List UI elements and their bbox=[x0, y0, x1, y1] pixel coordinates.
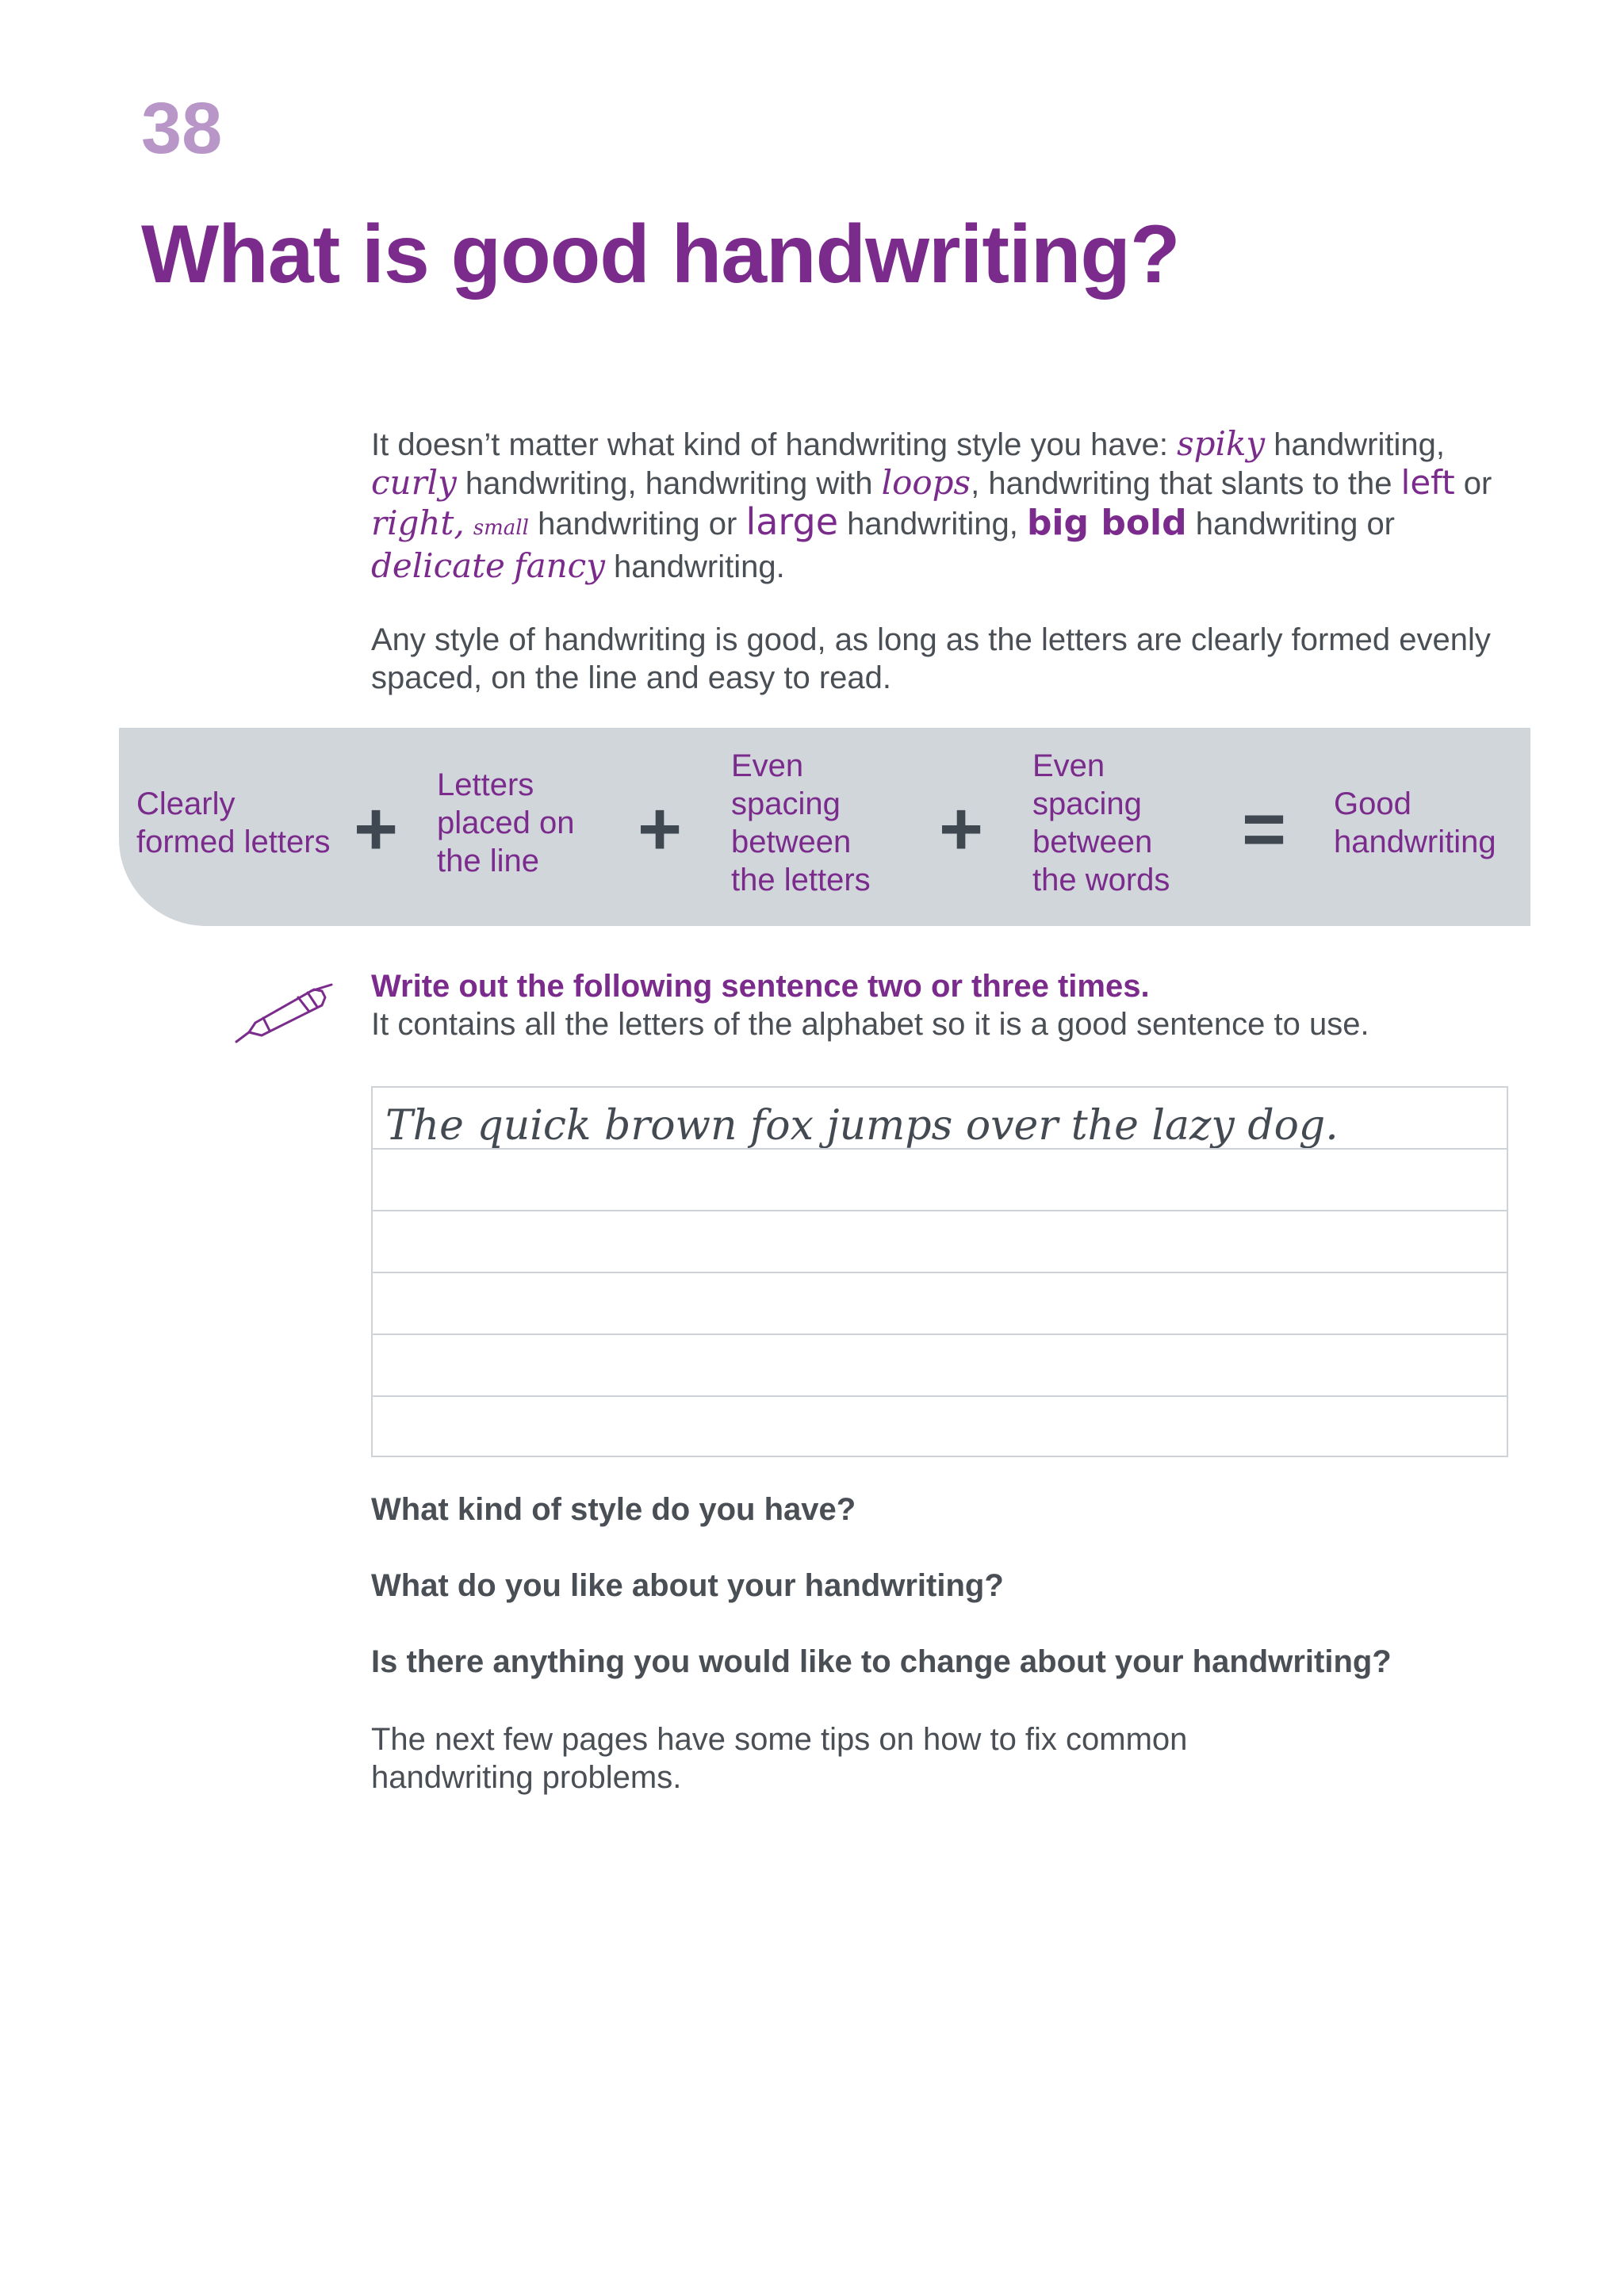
instruction-title: Write out the following sentence two or three times. bbox=[371, 969, 1150, 1004]
equation-item-line: spacing bbox=[1032, 786, 1142, 821]
intro-text-4: , handwriting that slants to the bbox=[971, 466, 1401, 501]
intro-text-5: or bbox=[1454, 466, 1492, 501]
example-big-bold: big bold bbox=[1026, 503, 1187, 543]
equals-sign: = bbox=[1242, 786, 1287, 871]
intro-paragraph-2: Any style of handwriting is good, as long as the letters are clearly formed evenly spaced, on the line and easy to read. bbox=[371, 622, 1491, 695]
plus-sign: + bbox=[939, 786, 984, 871]
plus-sign: + bbox=[354, 786, 399, 871]
page-number: 38 bbox=[141, 88, 223, 169]
intro-text-8: handwriting, bbox=[838, 507, 1027, 541]
equation-item-line: the words bbox=[1032, 863, 1170, 897]
intro-text-10 bbox=[505, 549, 514, 584]
closing-text: The next few pages have some tips on how to fix common handwriting problems. bbox=[371, 1722, 1188, 1795]
equation-item-line: Good bbox=[1334, 786, 1411, 821]
intro-text-2: handwriting, bbox=[1265, 427, 1445, 462]
equation-item-line: between bbox=[731, 825, 852, 859]
handwriting-practice-area[interactable] bbox=[371, 1086, 1508, 1457]
intro-text-7: handwriting or bbox=[528, 507, 746, 541]
equation-item-line: placed on bbox=[437, 806, 575, 840]
question-like: What do you like about your handwriting? bbox=[371, 1568, 1004, 1603]
example-delicate: delicate bbox=[371, 546, 505, 585]
example-right: right, bbox=[371, 503, 465, 542]
example-loops: loops bbox=[881, 463, 971, 502]
writing-line bbox=[373, 1334, 1507, 1335]
example-large: large bbox=[745, 500, 839, 543]
intro-text-6 bbox=[465, 507, 473, 541]
equation-item-line: Even bbox=[731, 748, 804, 783]
example-left: left bbox=[1400, 463, 1455, 502]
intro-text bbox=[371, 425, 1513, 732]
equation-item-line: formed letters bbox=[136, 825, 331, 859]
example-small: small bbox=[473, 516, 529, 540]
writing-line bbox=[373, 1148, 1507, 1150]
equation-item-line: spacing bbox=[731, 786, 841, 821]
equation-item-line: handwriting bbox=[1334, 825, 1496, 859]
equation-item-line: Even bbox=[1032, 748, 1105, 783]
example-curly: curly bbox=[371, 463, 457, 502]
equation-item-on-line bbox=[437, 766, 574, 880]
writing-line bbox=[373, 1210, 1507, 1211]
writing-line bbox=[373, 1395, 1507, 1397]
intro-text-1: It doesn’t matter what kind of handwriting style you have: bbox=[371, 427, 1178, 462]
instruction-body: It contains all the letters of the alphabet so it is a good sentence to use. bbox=[371, 1007, 1369, 1042]
equation-result bbox=[1334, 785, 1496, 861]
intro-text-3: handwriting, handwriting with bbox=[456, 466, 882, 501]
equation-item-line: between bbox=[1032, 825, 1153, 859]
intro-text-9: handwriting or bbox=[1186, 507, 1396, 541]
intro-paragraph-1 bbox=[371, 425, 1513, 586]
writing-line bbox=[373, 1272, 1507, 1273]
example-fancy: fancy bbox=[514, 546, 605, 585]
equation-item-line: the letters bbox=[731, 863, 871, 897]
plus-sign: + bbox=[638, 786, 683, 871]
sample-sentence: The quick brown fox jumps over the lazy dog. bbox=[385, 1102, 1339, 1150]
page-title: What is good handwriting? bbox=[141, 209, 1180, 300]
question-style: What kind of style do you have? bbox=[371, 1492, 856, 1527]
equation-item-line: Clearly bbox=[136, 786, 236, 821]
question-change: Is there anything you would like to change about your handwriting? bbox=[371, 1644, 1392, 1679]
equation-item-line: Letters bbox=[437, 767, 534, 802]
equation-item-letter-spacing bbox=[731, 747, 871, 899]
example-spiky: spiky bbox=[1177, 424, 1266, 463]
pen-icon bbox=[232, 983, 335, 1047]
intro-text-11: handwriting. bbox=[604, 549, 785, 584]
equation-item-formed-letters bbox=[136, 785, 331, 861]
equation-item-line: the line bbox=[437, 844, 539, 878]
equation-item-word-spacing bbox=[1032, 747, 1170, 899]
